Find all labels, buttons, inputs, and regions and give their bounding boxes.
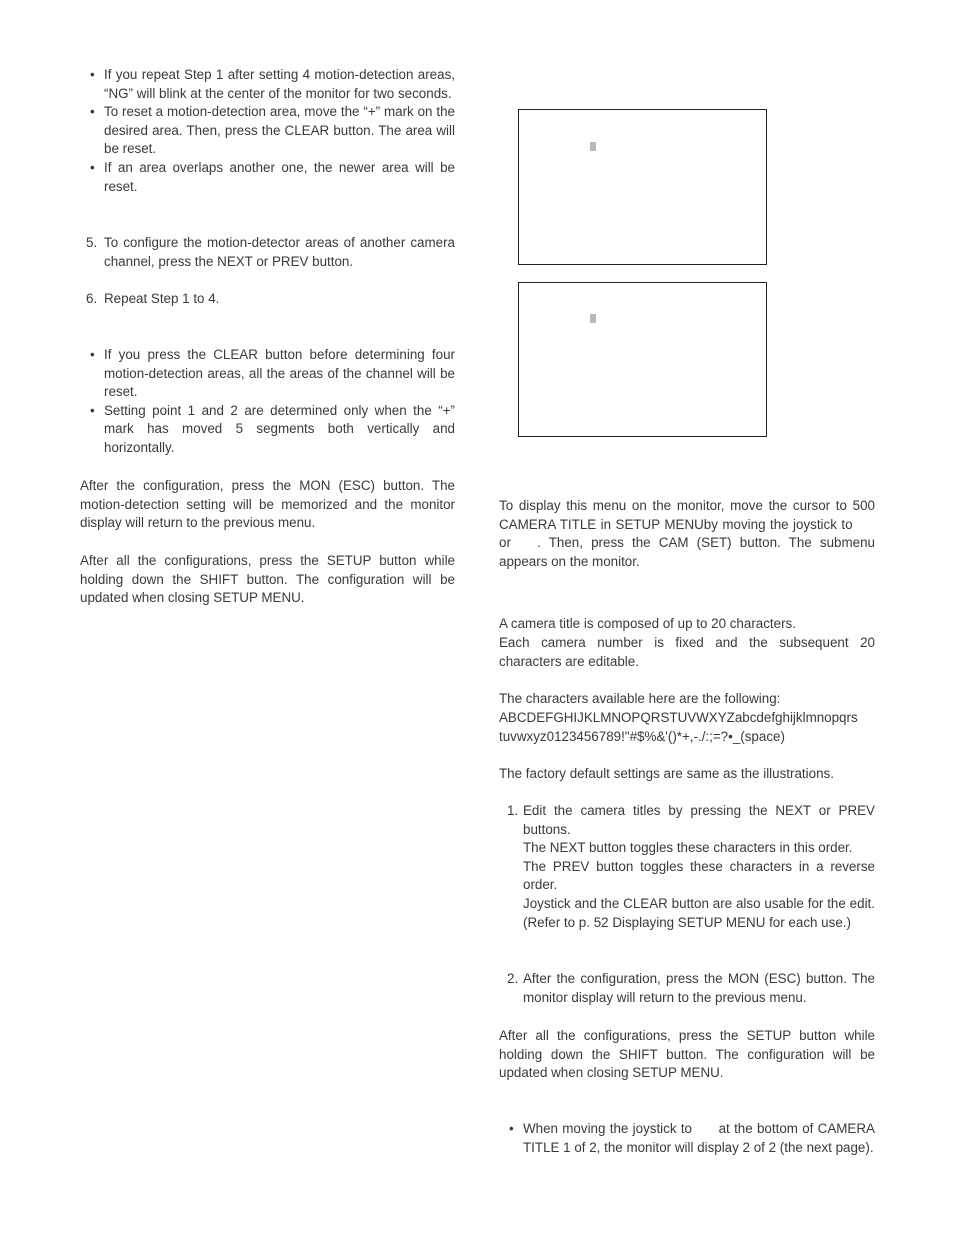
title-length-line: A camera title is composed of up to 20 characters. — [499, 616, 796, 631]
clear-notes-list — [80, 346, 455, 458]
chars-line-2: tuvwxyz0123456789!"#$%&'()*+,-./:;=?•_(space) — [499, 729, 785, 744]
list-item: • When moving the joystick to at the bottom of CAMERA TITLE 1 of 2, the monitor will display 2 of 2 (the next page). — [499, 1120, 875, 1157]
step-text: Edit the camera titles by pressing the NEXT or PREV buttons. — [523, 803, 875, 837]
intro-text: . Then, press the CAM (SET) button. The submenu appears on the monitor. — [499, 535, 875, 569]
step-1 — [499, 802, 875, 932]
list-item: • Setting point 1 and 2 are determined only when the “+” mark has moved 5 segments both vertically and horizontally. — [80, 402, 455, 458]
chars-intro: The characters available here are the following: — [499, 691, 781, 706]
menu-intro-paragraph — [499, 497, 875, 571]
intro-or: or — [499, 535, 511, 551]
intro-text: To display this menu on the monitor, move the cursor to 500 CAMERA TITLE in SETUP MENUby moving the joystick to — [499, 498, 875, 532]
step-5 — [80, 234, 455, 271]
step-number: 5. — [86, 235, 98, 250]
update-paragraph: After all the configurations, press the SETUP button while holding down the SHIFT button. The configuration will be updated when closing SETUP MENU. — [499, 1028, 875, 1081]
cursor-marker — [590, 142, 596, 151]
list-item: • If you press the CLEAR button before determining four motion-detection areas, all the areas of the channel will be reset. — [80, 346, 455, 402]
motion-notes-list — [80, 66, 455, 196]
step-6 — [80, 290, 455, 309]
list-item: • If an area overlaps another one, the newer area will be reset. — [80, 159, 455, 196]
step-text: The PREV button toggles these characters in a reverse order. — [523, 858, 875, 893]
step-text: Joystick and the CLEAR button are also usable for the edit. (Refer to p. 52 Displaying SETUP MENU for each use.) — [523, 895, 875, 930]
list-item: • To reset a motion-detection area, move the “+” mark on the desired area. Then, press the CLEAR button. The area will be reset. — [80, 103, 455, 159]
joystick-note-list — [499, 1120, 875, 1157]
monitor-screen-2 — [518, 282, 767, 437]
step-2 — [499, 970, 875, 1007]
step-text: The NEXT button toggles these characters in this order. — [523, 840, 853, 856]
step-text: To configure the motion-detector areas of another camera channel, press the NEXT or PREV button. — [104, 235, 455, 269]
step-text: After the configuration, press the MON (ESC) button. The monitor display will return to the previous menu. — [523, 971, 875, 1005]
step-number: 6. — [86, 291, 98, 306]
monitor-screen-1 — [518, 109, 767, 265]
factory-default-line: The factory default settings are same as the illustrations. — [499, 766, 834, 781]
cursor-marker — [590, 314, 596, 323]
chars-line-1: ABCDEFGHIJKLMNOPQRSTUVWXYZabcdefghijklmnopqrs — [499, 710, 858, 725]
step-number: 1. — [507, 803, 519, 818]
step-text: Repeat Step 1 to 4. — [104, 291, 220, 306]
list-item: • If you repeat Step 1 after setting 4 motion-detection areas, “NG” will blink at the center of the monitor for two seconds. — [80, 66, 455, 103]
step-number: 2. — [507, 971, 519, 986]
after-config-paragraph: After the configuration, press the MON (ESC) button. The motion-detection setting will be memorized and the monitor display will return to the previous menu. — [80, 478, 455, 531]
title-edit-line: Each camera number is fixed and the subsequent 20 characters are editable. — [499, 635, 875, 669]
update-paragraph: After all the configurations, press the SETUP button while holding down the SHIFT button. The configuration will be updated when closing SETUP MENU. — [80, 553, 455, 606]
